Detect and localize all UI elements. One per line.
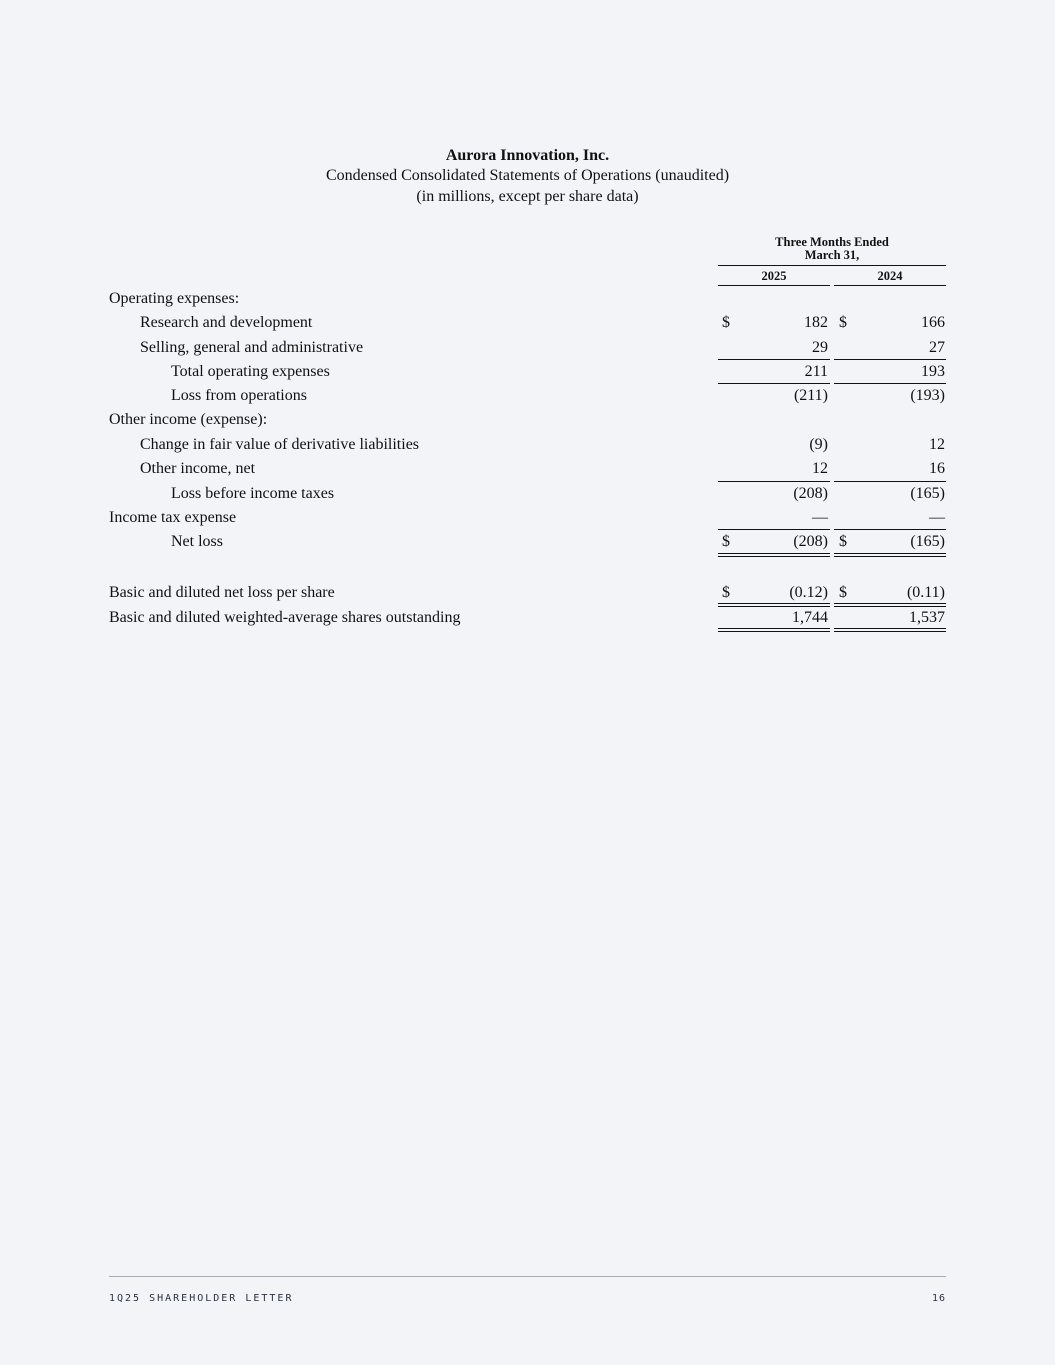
- currency-symbol: $: [722, 314, 730, 331]
- row-derivative-liabilities: [0, 435, 1055, 455]
- period-line-2: March 31,: [804, 248, 860, 262]
- period-header: [718, 236, 946, 262]
- year-2025-header: 2025: [761, 269, 787, 283]
- row-other-income-net: [0, 459, 1055, 479]
- row-shares-outstanding: [0, 608, 1055, 628]
- row-total-operating-expenses: [0, 362, 1055, 382]
- value-2024: (193): [910, 387, 945, 404]
- row-label: Research and development: [140, 314, 313, 331]
- row-income-tax-expense: [0, 508, 1055, 528]
- row-label: Loss before income taxes: [171, 485, 335, 502]
- subtotal-rule: [718, 383, 830, 384]
- subtotal-rule: [718, 529, 830, 530]
- currency-symbol: $: [839, 314, 847, 331]
- value-2024: 193: [921, 363, 945, 380]
- row-label: Net loss: [171, 533, 223, 550]
- page-number: 16: [931, 1293, 946, 1304]
- row-net-loss: [0, 532, 1055, 552]
- row-label: Basic and diluted net loss per share: [109, 584, 335, 601]
- row-label: Operating expenses:: [109, 290, 240, 307]
- row-research-development: [0, 313, 1055, 333]
- row-label: Other income (expense):: [109, 411, 268, 428]
- currency-symbol: $: [722, 584, 730, 601]
- total-double-rule: [718, 603, 830, 607]
- row-label: Other income, net: [140, 460, 256, 477]
- total-double-rule: [834, 603, 946, 607]
- value-2025: 29: [812, 339, 828, 356]
- footer-divider: [109, 1276, 946, 1277]
- value-2024: —: [929, 509, 945, 526]
- value-2024: 12: [929, 436, 945, 453]
- row-label: Change in fair value of derivative liabilities: [140, 436, 420, 453]
- period-rule: [718, 265, 946, 266]
- value-2024: (165): [910, 533, 945, 550]
- value-2024: 166: [921, 314, 945, 331]
- units-note: (in millions, except per share data): [416, 188, 639, 205]
- row-label: Loss from operations: [171, 387, 307, 404]
- value-2025: 1,744: [792, 609, 828, 626]
- row-other-income-header: [0, 410, 1055, 430]
- row-loss-before-income-taxes: [0, 484, 1055, 504]
- total-double-rule: [834, 628, 946, 632]
- value-2025: (0.12): [789, 584, 828, 601]
- period-line-1: Three Months Ended: [775, 235, 889, 249]
- value-2025: (211): [793, 387, 828, 404]
- row-label: Income tax expense: [109, 509, 237, 526]
- currency-symbol: $: [722, 533, 730, 550]
- subtotal-rule: [718, 359, 830, 360]
- value-2024: (0.11): [906, 584, 945, 601]
- subtotal-rule: [834, 359, 946, 360]
- row-operating-expenses: [0, 289, 1055, 309]
- total-double-rule: [834, 553, 946, 557]
- row-label: Total operating expenses: [171, 363, 330, 380]
- value-2024: 1,537: [909, 609, 945, 626]
- currency-symbol: $: [839, 584, 847, 601]
- value-2025: (9): [809, 436, 828, 453]
- value-2024: 16: [929, 460, 945, 477]
- value-2024: 27: [929, 339, 945, 356]
- currency-symbol: $: [839, 533, 847, 550]
- subtotal-rule: [834, 481, 946, 482]
- footer-title: 1Q25 SHAREHOLDER LETTER: [109, 1293, 294, 1304]
- subtotal-rule: [834, 383, 946, 384]
- row-sga: [0, 338, 1055, 358]
- statement-title: Condensed Consolidated Statements of Operations (unaudited): [325, 167, 730, 184]
- value-2025: —: [812, 509, 828, 526]
- row-loss-from-operations: [0, 386, 1055, 406]
- value-2025: 211: [804, 363, 828, 380]
- row-label: Basic and diluted weighted-average shares outstanding: [109, 609, 461, 626]
- company-name: Aurora Innovation, Inc.: [445, 147, 610, 164]
- value-2024: (165): [910, 485, 945, 502]
- value-2025: 12: [812, 460, 828, 477]
- value-2025: (208): [793, 485, 828, 502]
- year-rule: [718, 285, 830, 286]
- total-double-rule: [718, 553, 830, 557]
- subtotal-rule: [718, 481, 830, 482]
- year-rule: [834, 285, 946, 286]
- value-2025: (208): [793, 533, 828, 550]
- total-double-rule: [718, 628, 830, 632]
- subtotal-rule: [834, 529, 946, 530]
- row-label: Selling, general and administrative: [140, 339, 364, 356]
- row-eps: [0, 583, 1055, 603]
- year-2024-header: 2024: [877, 269, 903, 283]
- value-2025: 182: [804, 314, 828, 331]
